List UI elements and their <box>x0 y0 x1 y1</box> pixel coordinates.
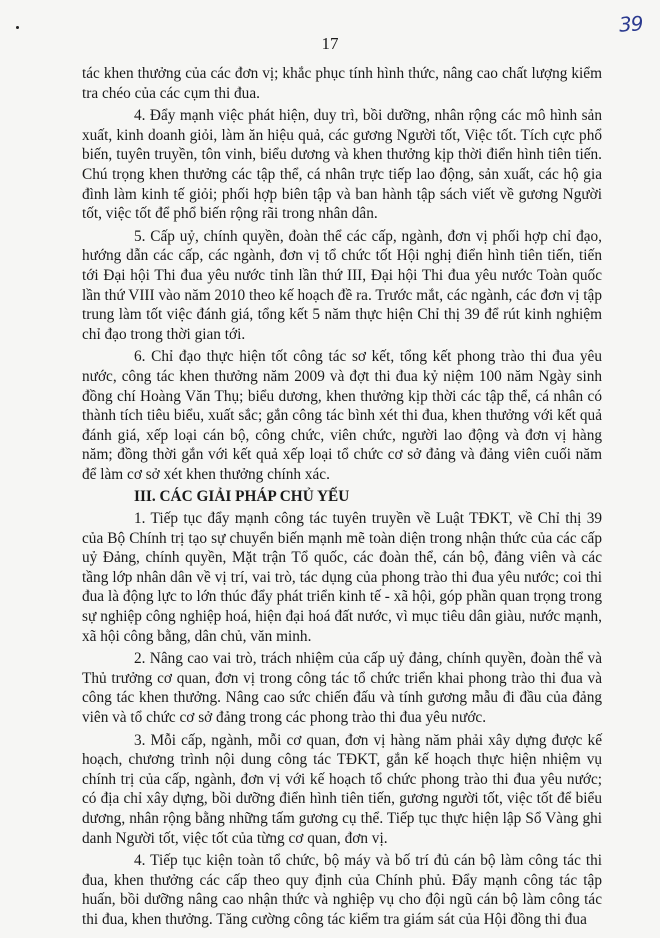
solution-item-1: 1. Tiếp tục đẩy mạnh công tác tuyên truyền về Luật TĐKT, về Chỉ thị 39 của Bộ Chính trị tạo sự chuyển biến mạnh mẽ toàn diện trong nhận thức của các cấp uỷ Đảng, chính quyền, Mặt trận Tổ quốc, các đoàn thể, cán bộ, đảng viên và các tầng lớp nhân dân về vị trí, vai trò, tác dụng của phong trào thi đua yêu nước; coi thi đua là động lực to lớn thúc đẩy phát triển kinh tế - xã hội, góp phần quan trọng trong sự nghiệp công nghiệp hoá, hiện đại hoá đất nước, vì mục tiêu dân giàu, nước mạnh, xã hội công bằng, dân chủ, văn minh. <box>82 510 602 645</box>
paragraph-item-6: 6. Chỉ đạo thực hiện tốt công tác sơ kết, tổng kết phong trào thi đua yêu nước, công tác khen thưởng năm 2009 và đợt thi đua kỷ niệm 100 năm Ngày sinh đồng chí Hoàng Văn Thụ; biểu dương, khen thưởng kịp thời các tập thể, cá nhân có thành tích tiêu biểu, xuất sắc; gắn công tác bình xét thi đua, khen thưởng với kết quả đánh giá, xếp loại cán bộ, công chức, viên chức, người lao động và đơn vị hàng năm; đồng thời gắn với kết quả xếp loại tổ chức cơ sở đảng và đảng viên cuối năm để làm cơ sở xét khen thưởng chính xác. <box>82 348 602 483</box>
solution-item-3: 3. Mỗi cấp, ngành, mỗi cơ quan, đơn vị hàng năm phải xây dựng được kế hoạch, chương trình nội dung công tác TĐKT, gắn kế hoạch thực hiện nhiệm vụ chính trị của cấp, ngành, đơn vị với kế hoạch tổ chức phong trào thi đua yêu nước; có địa chỉ xây dựng, bồi dưỡng điển hình tiên tiến, gương người tốt, việc tốt để biểu dương, nhân rộng bằng những tấm gương cụ thể. Tiếp tục thực hiện lập Sổ Vàng ghi danh Người tốt, việc tốt của từng cơ quan, đơn vị. <box>82 731 602 847</box>
document-body <box>82 64 602 933</box>
paragraph-item-4: 4. Đẩy mạnh việc phát hiện, duy trì, bồi dưỡng, nhân rộng các mô hình sản xuất, kinh doanh giỏi, làm ăn hiệu quả, các gương Người tốt, Việc tốt. Tích cực phổ biến, tuyên truyền, tôn vinh, biểu dương và khen thưởng kịp thời điển hình tiên tiến. Chú trọng khen thưởng các tập thể, cá nhân trực tiếp lao động, sản xuất, các hộ gia đình làm kinh tế giỏi; phối hợp biên tập và ban hành tập sách viết về gương Người tốt, việc tốt để phổ biến rộng rãi trong nhân dân. <box>82 107 602 223</box>
solution-item-2: 2. Nâng cao vai trò, trách nhiệm của cấp uỷ đảng, chính quyền, đoàn thể và Thủ trưởng cơ quan, đơn vị trong công tác tổ chức triển khai phong trào thi đua và công tác khen thưởng. Nâng cao sức chiến đấu và tính gương mẫu đi đầu của đảng viên và tổ chức cơ sở đảng trong các phong trào thi đua yêu nước. <box>82 650 602 726</box>
page-number: 17 <box>321 34 339 53</box>
section-heading: III. CÁC GIẢI PHÁP CHỦ YẾU <box>134 488 350 506</box>
handwritten-page-number: 39 <box>617 11 643 37</box>
paragraph-continuation: tác khen thưởng của các đơn vị; khắc phục tính hình thức, nâng cao chất lượng kiểm tra chéo của các cụm thi đua. <box>82 65 602 102</box>
paragraph-item-5: 5. Cấp uỷ, chính quyền, đoàn thể các cấp, ngành, đơn vị phối hợp chỉ đạo, hướng dẫn các cấp, các ngành, đơn vị tổ chức tốt Hội nghị điển hình tiên tiến, tiến tới Đại hội Thi đua yêu nước tỉnh lần thứ III, Đại hội Thi đua yêu nước Toàn quốc lần thứ VIII vào năm 2010 theo kế hoạch đề ra. Trước mắt, các ngành, các đơn vị tập trung làm tốt việc đánh giá, tổng kết 5 năm thực hiện Chỉ thị 39 để rút kinh nghiệm chỉ đạo trong thời gian tới. <box>82 227 602 343</box>
scan-speck <box>16 26 19 29</box>
solution-item-4: 4. Tiếp tục kiện toàn tổ chức, bộ máy và bố trí đủ cán bộ làm công tác thi đua, khen thưởng các cấp theo quy định của Chính phủ. Đẩy mạnh công tác tập huấn, bồi dưỡng nâng cao nhận thức và nghiệp vụ cho đội ngũ cán bộ làm công tác thi đua, khen thưởng. Tăng cường công tác kiểm tra giám sát của Hội đồng thi đua <box>82 852 602 928</box>
